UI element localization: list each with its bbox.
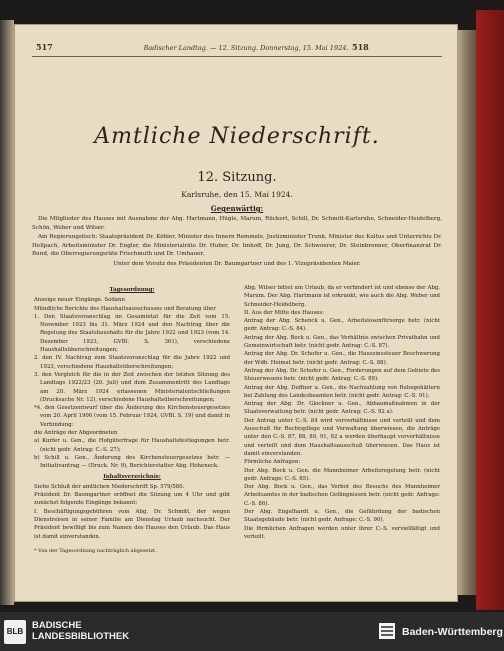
library-name-line2: LANDESBIBLIOTHEK [32,631,130,642]
text-paragraph: Siehe Schluß der amtlichen Niederschrift Sp. 579/580. [34,483,185,490]
section-heading: Inhaltsverzeichnis: [103,473,161,480]
text-paragraph: 1. Den Staatsvoranschlag im Gesamtetat für die Zeit vom 15. November 1923 bis 31. März 1924 und den Nachtrag über die Regelung des Staatshaushalts für die Jahre 1922 und 1923 (vom 14. Dezember 1923, GVBl. S. 361), verschiedene Haushaltsüberschreitungen; [34,313,230,354]
text-paragraph: I. Beschäftigungsgebühren vom Abg. Dr. Schmitt, der wegen Dienstreisen in seiner Familie am Dienstag Urlaub nachsucht. Der Präsident bewilligt bis zum Namen des Hauses den Urlaub. Das Haus ist damit einverstanden. [34,508,230,540]
running-title: Badischer Landtag. — 12. Sitzung. Donnerstag, 15. Mai 1924. [143,44,349,52]
text-paragraph: die Anträge der Abgeordneten [34,430,118,437]
chair-line: Unter dem Vorsitz des Präsidenten Dr. Baumgartner und des 1. Vizepräsidenten Maier. [113,260,361,267]
dateline: Karlsruhe, den 15. Mai 1924. [181,190,293,199]
text-paragraph: a) Kurfer u. Gen., die Hofgüterfrage für Haushaltsfestlegungen betr. (nicht gedr. Antrag: C.-S. 27); [34,438,230,453]
footnote: * Von der Tagesordnung nachträglich abgesetzt. [34,547,157,554]
text-paragraph: 3. den Vergleich für die in der Zeit zwischen der letzten Sitzung des Landtags 1922/23 (20. Juli) und dem Zusammentritt des Landtags am 20. März 1924 erlassenen Ministerialentschließungen (Drucksache Nr. 12), verschiedene Haushaltsüberschreitungen; [34,371,230,403]
text-paragraph: Antrag der Abg. Schenck u. Gen., Arbeitslosenfürsorge betr. (nicht gedr. Antrag: C.-S. 84). [244,318,440,333]
text-paragraph: Abg. Wilser bittet um Urlaub, da er verhindert ist und ebenso der Abg. Marum. Der Abg. Hartmann ist erkrankt, wie auch die Abg. Weber und Schneider-Heidelberg. [244,285,440,308]
text-paragraph: Antrag der Abg. Dr. Schofer u. Gen., die Hauszinssteuer Beschwerung der Wdb. Heimat betr. (nicht gedr. Antrag: C.-S. 88). [244,351,440,366]
text-paragraph: Antrag der Abg. Dr. Glockner u. Gen., Abbaumaßnahmen in der Staatsverwaltung betr. (nicht gedr. Antrag: C.-S. 92 a). [244,401,440,416]
attendance-heading: Gegenwärtig: [210,204,264,213]
text-paragraph: Der Abg. Bock u. Gen., das Verbot des Besuchs des Mannheimer Arbeitsamtes in der badischen Gefängnissen betr. (nicht gedr. Anfrage: C.-S. 86). [244,484,440,507]
previous-page-edge [0,20,14,605]
page-stack-edge [458,30,476,595]
text-paragraph: 2. den IV. Nachtrag zum Staatsvoranschlag für die Jahre 1922 und 1923, verschiedene Haushaltsüberschreitungen; [34,355,230,370]
text-paragraph: Antrag der Abg. Duffner u. Gen., die Nachzahlung von Ruhegehältern bei Zahlung des Landesbeamten betr. (nicht gedr. Antrag: C.-S. 91). [244,384,440,399]
text-paragraph: Die förmlichen Anfragen werden unter ihrer C.-S. vervielfältigt und verteilt. [244,525,440,540]
left-column [34,284,230,555]
text-paragraph: b) Schill u. Gen., Änderung des Kirchensteuergesetzes betr. — Initiativantrag — (Druck. Nr. 9), Berichterstatter Abg. Hoheneck. [34,454,230,470]
attendance-paragraph: Am Regierungstisch: Staatspräsident Dr. Köhler, Minister des Innern Remmele, Justizminister Trunk, Minister des Kultus und Unterrichts Dr. Hellpach, Arbeitsminister Dr. Engler, die Ministerialräte Dr. Huber, Dr. Imhoff, Dr. Jung, Dr. Schwoerer, Dr. Steinbrenner, Oberfinanzrat Dr. Bund, die Oberregierungsräte Frischmuth und Dr. Umhauer. [32,234,442,258]
book-binding [476,10,504,610]
attendance-block [32,215,442,270]
library-name-line1: BADISCHE [32,620,82,631]
text-paragraph: Der Antrag unter C.-S. 84 wird vorverhältnisse und verteilt und dem Ausschuß für Rechtspflege und Verwaltung überwiesen, die Anträge unter den C.-S. 87, 88, 89, 91, 92 a werden überhaupt vorverhältnisse und verteilt und dem Haushaltsausschuß überwiesen. Das Haus ist damit einverstanden. [244,417,440,457]
text-paragraph: Anzeige neuer Eingänge. Sodann [34,297,125,304]
text-paragraph: *4. den Gesetzentwurf über die Änderung des Kirchensteuergesetzes vom 20. April 1906 (vom 15. Februar 1924, GVBl. S. 19) und damit in Verbindung: [34,405,230,428]
session-number: 12. Sitzung. [197,170,277,185]
text-paragraph: Präsident Dr. Baumgartner eröffnet die Sitzung um 4 Uhr und gibt zunächst folgende Eingänge bekannt: [34,492,230,507]
blb-logo[interactable]: BLB [4,620,26,644]
section-heading: Tagesordnung: [109,287,155,293]
document-title: Amtliche Niederschrift. [94,124,380,149]
library-name[interactable] [32,620,129,642]
bw-crest-icon [378,622,396,640]
partner-name[interactable]: Baden-Württemberg [402,626,503,638]
text-paragraph: Förmliche Anfragen: [244,459,301,466]
text-paragraph: Antrag der Abg. Dr. Schofer u. Gen., Forderungen auf dem Gebiete des Steuerwesens betr. (nicht gedr. Antrag: C.-S. 89). [244,367,440,383]
left-page-number: 517 [36,42,53,52]
right-column [244,284,440,541]
text-paragraph: II. Aus der Mitte des Hauses: [244,309,324,316]
text-paragraph: Der Abg. Engelhardt u. Gen., die Gefährdung der badischen Staatsgebäude betr. (nicht gedr. Anfrage: C.-S. 90). [244,509,440,524]
text-paragraph: Mündliche Berichte des Haushaltsausschusses und Beratung über [34,305,216,312]
text-paragraph: Antrag der Abg. Bock u. Gen., das Verhältnis zwischen Privatbahn und Gemeinwirtschaft betr. (nicht gedr. Antrag: C.-S. 87). [244,334,440,350]
attendance-paragraph: Die Mitglieder des Hauses mit Ausnahme der Abg. Hartmann, Hügle, Marum, Rückert, Schill, Dr. Schmitt-Karlsruhe, Schneider-Heidelberg, Schön, Weber und Wilser. [32,216,442,231]
text-paragraph: Der Abg. Bock u. Gen. die Mannheimer Arbeitsregelung betr. (nicht gedr. Anfrage: C.-S. 85). [244,467,440,482]
right-page-number: 518 [352,42,369,52]
header-rule [32,56,442,57]
